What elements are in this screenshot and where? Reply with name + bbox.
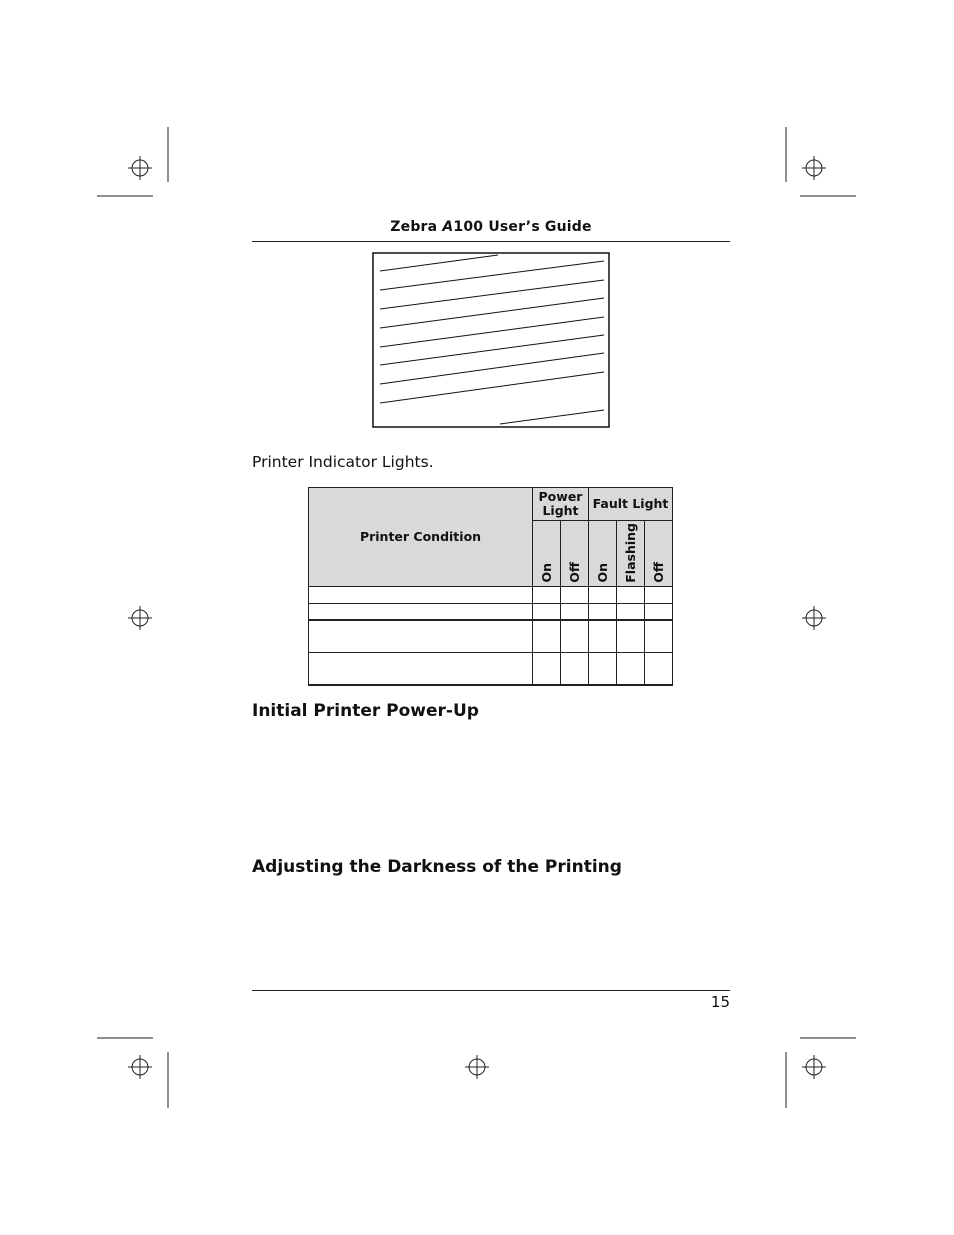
page-number: 15 xyxy=(710,993,730,1011)
power-light-header-line2: Light xyxy=(542,503,579,518)
status-cell xyxy=(645,603,673,620)
table-row xyxy=(309,620,673,652)
fault-on-column-header xyxy=(589,521,617,587)
status-cell xyxy=(589,652,617,685)
fault-flashing-column-header xyxy=(617,521,645,587)
fault-off-column-header xyxy=(645,521,673,587)
fault-light-header xyxy=(589,488,673,521)
figure-frame xyxy=(373,253,609,427)
status-cell xyxy=(561,620,589,652)
status-cell xyxy=(561,603,589,620)
fault-light-header-label: Fault Light xyxy=(592,496,669,511)
registration-mark-icon xyxy=(128,606,152,630)
header-title-suffix: 100 User’s Guide xyxy=(453,219,592,235)
status-cell xyxy=(561,586,589,603)
fault-on-label: On xyxy=(594,563,610,583)
status-cell xyxy=(533,652,561,685)
condition-cell xyxy=(309,603,533,620)
status-cell xyxy=(645,652,673,685)
status-cell xyxy=(645,586,673,603)
status-cell xyxy=(561,652,589,685)
status-cell xyxy=(617,620,645,652)
registration-mark-icon xyxy=(802,1055,826,1079)
indicator-lights-table xyxy=(308,487,673,686)
printer-condition-header xyxy=(309,488,533,587)
power-light-header-line1: Power xyxy=(538,489,583,504)
status-cell xyxy=(617,603,645,620)
power-on-label: On xyxy=(538,563,554,583)
header-title-prefix: Zebra xyxy=(390,219,443,235)
condition-cell xyxy=(309,620,533,652)
sample-label-figure xyxy=(372,252,610,428)
power-on-column-header xyxy=(533,521,561,587)
fault-flashing-label: Flashing xyxy=(622,523,638,583)
status-cell xyxy=(617,586,645,603)
fault-off-label: Off xyxy=(650,561,666,583)
status-cell xyxy=(589,586,617,603)
registration-mark-icon xyxy=(128,1055,152,1079)
status-cell xyxy=(617,652,645,685)
status-cell xyxy=(589,620,617,652)
header-rule xyxy=(252,241,730,242)
table-row xyxy=(309,603,673,620)
power-off-label: Off xyxy=(566,561,582,583)
status-cell xyxy=(589,603,617,620)
status-cell xyxy=(645,620,673,652)
status-cell xyxy=(533,620,561,652)
registration-mark-icon xyxy=(128,156,152,180)
power-off-column-header xyxy=(561,521,589,587)
footer-rule xyxy=(252,990,730,991)
condition-cell xyxy=(309,586,533,603)
printer-condition-header-label: Printer Condition xyxy=(359,528,482,544)
indicator-lights-caption: Printer Indicator Lights. xyxy=(252,453,434,471)
registration-mark-icon xyxy=(465,1055,489,1079)
table-row xyxy=(309,586,673,603)
header-model-letter: A xyxy=(442,219,454,235)
condition-cell xyxy=(309,652,533,685)
power-up-heading: Initial Printer Power-Up xyxy=(252,701,479,721)
darkness-heading: Adjusting the Darkness of the Printing xyxy=(252,857,622,877)
table-row xyxy=(309,652,673,685)
registration-mark-icon xyxy=(802,606,826,630)
registration-mark-icon xyxy=(802,156,826,180)
running-header xyxy=(252,219,730,235)
status-cell xyxy=(533,586,561,603)
power-light-header xyxy=(533,488,589,521)
status-cell xyxy=(533,603,561,620)
